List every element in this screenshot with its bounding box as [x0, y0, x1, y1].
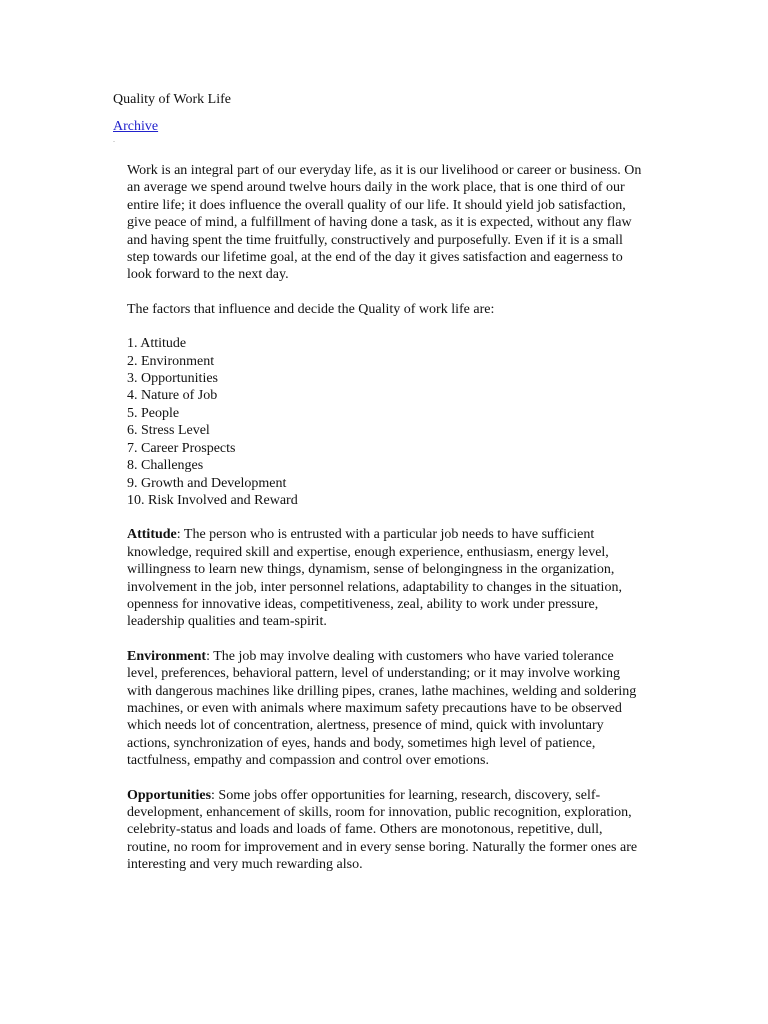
- list-item: 10. Risk Involved and Reward: [127, 492, 298, 508]
- factors-intro: The factors that influence and decide the Quality of work life are:: [127, 301, 495, 317]
- list-item: 5. People: [127, 405, 180, 421]
- intro-paragraph: Work is an integral part of our everyday life, as it is our livelihood or career or business. On an average we spend around twelve hours daily in the work place, that is one third of our entire life; it does influence the overall quality of our life. It should yield job satisfaction, give peace of mind, a fulfillment of having done a task, as it is expected, without any flaw and having spent the time fruitfully, constructively and purposefully. Even if it is a small step towards our lifetime goal, at the end of the day it gives satisfaction and eagerness to look forward to the next day.: [127, 163, 642, 283]
- list-item: 9. Growth and Development: [127, 475, 287, 491]
- list-item: 2. Environment: [127, 353, 215, 369]
- opportunities-section: [127, 787, 647, 874]
- opportunities-heading: Opportunities: [127, 787, 212, 803]
- article-body: [127, 162, 647, 891]
- list-item: 7. Career Prospects: [127, 440, 236, 456]
- environment-text: : The job may involve dealing with customers who have varied tolerance level, preferences, behavioral pattern, level of understanding; or it may involve working with dangerous machines like drilling pipes, cranes, lathe machines, welding and soldering machines, or even with animals where maximum safety precautions have to be observed which needs lot of concentration, alertness, presence of mind, quick with involuntary actions, synchronization of eyes, hands and body, sometimes high level of patience, tactfulness, empathy and compassion and control over emotions.: [127, 648, 637, 769]
- archive-link[interactable]: Archive: [113, 119, 159, 134]
- archive-marker: .: [113, 135, 115, 144]
- opportunities-text: : Some jobs offer opportunities for learning, research, discovery, self-development, enhancement of skills, room for innovation, public recognition, exploration, celebrity-status and loads and loads of fame. Others are monotonous, repetitive, dull, routine, no room for improvement and in every sense boring. Naturally the former ones are interesting and very much rewarding also.: [127, 787, 638, 873]
- list-item: 6. Stress Level: [127, 423, 210, 439]
- list-item: 8. Challenges: [127, 458, 204, 474]
- list-item: 1. Attitude: [127, 336, 187, 352]
- page-title: Quality of Work Life: [113, 92, 231, 107]
- factor-list: [127, 335, 647, 509]
- environment-heading: Environment: [127, 648, 207, 664]
- attitude-section: [127, 526, 647, 630]
- attitude-heading: Attitude: [127, 527, 177, 543]
- environment-section: [127, 648, 647, 770]
- list-item: 3. Opportunities: [127, 371, 218, 387]
- attitude-text: : The person who is entrusted with a particular job needs to have sufficient knowledge, required skill and expertise, enough experience, enthusiasm, energy level, willingness to learn new things, dynamism, sense of belongingness in the organization, involvement in the job, inter personnel relations, adaptability to changes in the situation, openness for innovative ideas, competitiveness, zeal, ability to work under pressure, leadership qualities and team-spirit.: [127, 527, 622, 630]
- list-item: 4. Nature of Job: [127, 388, 218, 404]
